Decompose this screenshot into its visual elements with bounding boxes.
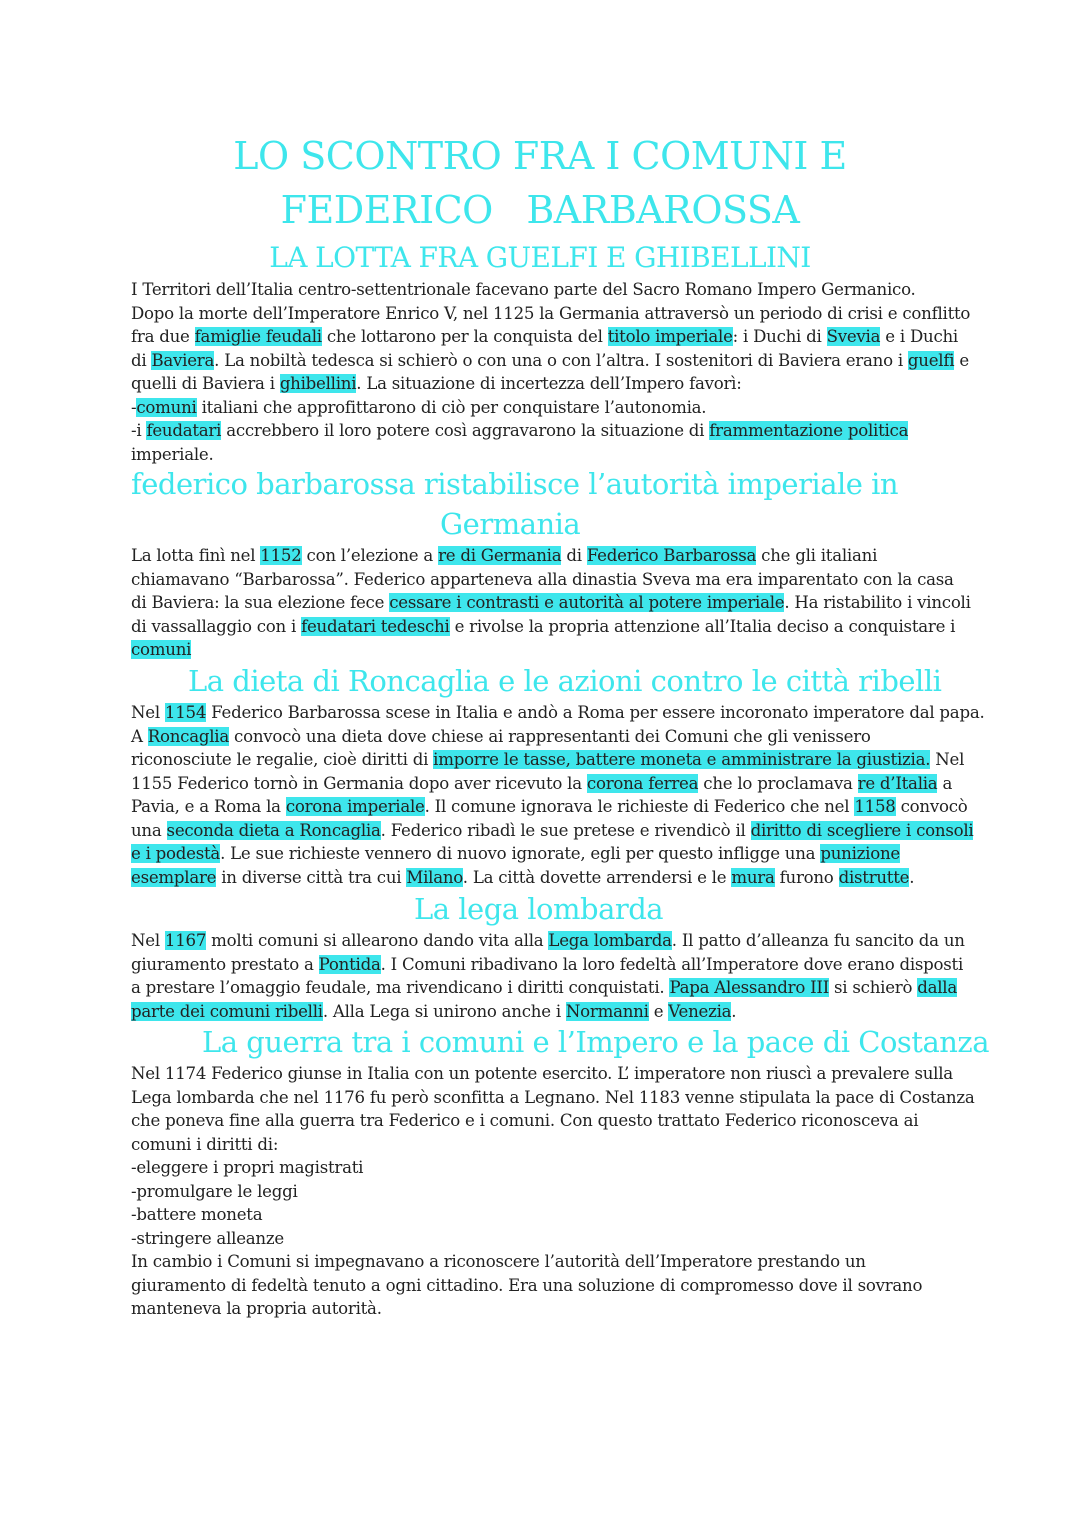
text-line [131, 349, 969, 373]
text-segment: imperiale. [131, 444, 214, 464]
text-line [131, 302, 971, 326]
highlighted-text: diritto di scegliere i consoli [750, 820, 974, 840]
text-segment: giuramento di fedeltà tenuto a ogni cittadino. Era una soluzione di compromesso dove il sovrano [131, 1275, 923, 1295]
text-line [131, 748, 965, 772]
text-segment: riconosciute le regalie, cioè diritti di [131, 750, 434, 769]
text-segment: I Territori dell’Italia centro-settentrionale facevano parte del Sacro Romano Impero Germanico. [131, 280, 916, 299]
text-line [131, 568, 961, 592]
section-heading-barbarossa-line-2: Germania [440, 507, 581, 541]
text-line [131, 1086, 975, 1110]
section-heading-guerra: La guerra tra i comuni e l’Impero e la pace di Costanza [202, 1025, 989, 1059]
highlighted-text: comuni [136, 397, 197, 417]
text-line [131, 1203, 961, 1227]
text-line [131, 772, 961, 796]
section-heading-roncaglia: La dieta di Roncaglia e le azioni contro le città ribelli [188, 664, 942, 698]
lega-paragraph [131, 929, 965, 1023]
highlighted-text: corona imperiale [285, 797, 425, 816]
text-segment: Nel 1174 Federico giunse in Italia con un potente esercito. L’ imperatore non riuscì a prevalere sulla [131, 1064, 953, 1083]
text-segment: si schierò [829, 978, 918, 997]
highlighted-text: imporre le tasse, battere moneta e amministrare la giustizia. [433, 750, 931, 769]
text-line [131, 1180, 961, 1204]
highlighted-text: Normanni [565, 1001, 649, 1021]
highlighted-text: re d’Italia [857, 773, 938, 793]
highlighted-text: 1158 [854, 797, 896, 816]
text-segment: che poneva fine alla guerra tra Federico e i comuni. Con questo trattato Federico riconosceva ai [131, 1111, 919, 1130]
text-line [131, 1000, 961, 1024]
text-line [131, 1297, 961, 1321]
text-segment: Federico Barbarossa scese in Italia e andò a Roma per essere incoronato imperatore dal papa. [206, 703, 985, 722]
text-line [131, 638, 961, 662]
text-line [131, 953, 964, 977]
highlighted-text: Venezia [668, 1001, 732, 1021]
highlighted-text: Milano [406, 867, 463, 887]
text-segment: a prestare l’omaggio feudale, ma rivendicano i diritti conquistati. [131, 978, 670, 997]
text-segment: e rivolse la propria attenzione all’Italia deciso a conquistare i [449, 616, 956, 636]
title-line-1: LO SCONTRO FRA I COMUNI E [233, 134, 847, 178]
text-segment: con l’elezione a [301, 546, 439, 565]
highlighted-text: punizione [820, 844, 900, 863]
text-segment: di Baviera: la sua elezione fece [131, 593, 390, 612]
text-segment: . Le sue richieste vennero di nuovo ignorate, egli per questo infligge una [220, 844, 821, 863]
text-segment: furono [774, 867, 839, 887]
text-segment: giuramento prestato a [131, 954, 319, 974]
text-segment: . Il comune ignorava le richieste di Federico che nel [424, 797, 855, 816]
highlighted-text: Federico Barbarossa [586, 546, 757, 565]
highlighted-text: mura [731, 867, 775, 887]
text-segment: . La città dovette arrendersi e le [462, 867, 732, 887]
text-segment: . Ha ristabilito i vincoli [784, 593, 971, 612]
text-segment: che lo proclamava [698, 773, 858, 793]
text-segment: Nel [131, 703, 165, 722]
highlighted-text: parte dei comuni ribelli [131, 1001, 323, 1021]
text-line [131, 419, 961, 443]
text-segment: . [909, 867, 915, 887]
text-segment: Nel [930, 750, 965, 769]
text-segment: Nel [131, 931, 165, 950]
text-line [131, 278, 961, 302]
highlighted-text: frammentazione politica [709, 421, 909, 440]
text-segment: convocò una dieta dove chiese ai rappresentanti dei Comuni che gli venissero [229, 726, 871, 746]
roncaglia-paragraph [131, 701, 985, 889]
text-line [131, 1109, 961, 1133]
text-segment: In cambio i Comuni si impegnavano a riconoscere l’autorità dell’Imperatore prestando un [131, 1252, 866, 1271]
highlighted-text: seconda dieta a Roncaglia [166, 820, 381, 840]
text-segment: chiamavano “Barbarossa”. Federico apparteneva alla dinastia Sveva ma era imparentato con la casa [131, 569, 954, 589]
barbarossa-paragraph [131, 544, 971, 662]
text-segment: 1155 Federico tornò in Germania dopo aver ricevuto la [131, 773, 587, 793]
text-segment: : i Duchi di [732, 327, 827, 346]
highlighted-text: e i podestà [131, 844, 221, 863]
text-segment: di vassallaggio con i [131, 616, 302, 636]
text-line [131, 701, 985, 725]
highlighted-text: ghibellini [279, 374, 357, 393]
subtitle: LA LOTTA FRA GUELFI E GHIBELLINI [269, 241, 811, 274]
highlighted-text: feudatari tedeschi [301, 616, 450, 636]
text-line [131, 866, 961, 890]
text-segment: accrebbero il loro potere così aggravarono la situazione di [221, 421, 710, 440]
text-line [131, 1274, 961, 1298]
text-segment: -i [131, 421, 147, 440]
text-segment: molti comuni si allearono dando vita alla [206, 931, 549, 950]
text-line [131, 591, 971, 615]
text-segment: una [131, 820, 167, 840]
text-line [131, 325, 961, 349]
text-segment: -promulgare le leggi [131, 1181, 298, 1201]
highlighted-text: guelfi [907, 350, 955, 370]
text-segment: e i Duchi [880, 327, 958, 346]
text-segment: e [648, 1001, 669, 1021]
highlighted-text: comuni [131, 640, 192, 659]
highlighted-text: cessare i contrasti e autorità al potere imperiale [389, 593, 785, 612]
highlighted-text: dalla [917, 978, 957, 997]
text-segment: quelli di Baviera i [131, 374, 280, 393]
highlighted-text: re di Germania [438, 546, 562, 565]
text-line [131, 1133, 961, 1157]
text-segment: di [131, 350, 152, 370]
text-line [131, 1227, 961, 1251]
highlighted-text: corona ferrea [586, 773, 699, 793]
text-segment: fra due [131, 327, 195, 346]
text-segment: comuni i diritti di: [131, 1134, 279, 1154]
text-segment: . Federico ribadì le sue pretese e rivendicò il [380, 820, 751, 840]
text-segment: Pavia, e a Roma la [131, 797, 286, 816]
highlighted-text: 1167 [164, 931, 207, 950]
text-segment: di [561, 546, 587, 565]
text-segment: -stringere alleanze [131, 1228, 284, 1248]
intro-paragraph [131, 278, 971, 466]
text-segment: - [131, 397, 137, 417]
text-line [131, 795, 968, 819]
text-line [131, 615, 961, 639]
text-segment: La lotta finì nel [131, 546, 261, 565]
highlighted-text: Svevia [826, 327, 881, 346]
text-segment: italiani che approfittarono di ciò per conquistare l’autonomia. [196, 397, 707, 417]
text-line [131, 725, 961, 749]
text-segment: e [954, 350, 969, 370]
text-segment: . Il patto d’alleanza fu sancito da un [671, 931, 965, 950]
text-line [131, 372, 961, 396]
text-line [131, 819, 974, 843]
highlighted-text: famiglie feudali [194, 327, 322, 346]
text-line [131, 1156, 961, 1180]
text-segment: . Alla Lega si unirono anche i [322, 1001, 566, 1021]
text-line [131, 1062, 961, 1086]
text-line [131, 396, 961, 420]
text-segment: . La nobiltà tedesca si schierò o con una o con l’altra. I sostenitori di Baviera erano i [214, 350, 908, 370]
text-segment: . La situazione di incertezza dell’Impero favorì: [356, 374, 742, 393]
highlighted-text: Papa Alessandro III [669, 978, 830, 997]
title-line-2: FEDERICO BARBAROSSA [280, 188, 800, 232]
text-line [131, 976, 961, 1000]
text-segment: Lega lombarda che nel 1176 fu però sconfitta a Legnano. Nel 1183 venne stipulata la pace di Costanza [131, 1087, 975, 1107]
text-line [131, 929, 965, 953]
highlighted-text: distrutte [838, 867, 910, 887]
highlighted-text: feudatari [146, 421, 222, 440]
highlighted-text: Baviera [151, 350, 215, 370]
text-segment: -battere moneta [131, 1205, 263, 1224]
text-segment: in diverse città tra cui [216, 867, 407, 887]
text-segment: Dopo la morte dell’Imperatore Enrico V, nel 1125 la Germania attraversò un periodo di crisi e conflitto [131, 303, 971, 323]
text-segment: che gli italiani [756, 546, 878, 565]
text-segment: che lottarono per la conquista del [321, 327, 608, 346]
text-segment: manteneva la propria autorità. [131, 1299, 382, 1318]
section-heading-lega: La lega lombarda [414, 892, 664, 926]
text-segment: -eleggere i propri magistrati [131, 1158, 364, 1177]
text-segment: . I Comuni ribadivano la loro fedeltà all’Imperatore dove erano disposti [380, 954, 964, 974]
highlighted-text: esemplare [131, 867, 217, 887]
highlighted-text: Roncaglia [147, 726, 230, 746]
highlighted-text: titolo imperiale [607, 327, 733, 346]
highlighted-text: 1152 [260, 546, 302, 565]
text-segment: a [937, 773, 953, 793]
guerra-paragraph [131, 1062, 975, 1321]
highlighted-text: Lega lombarda [548, 931, 672, 950]
highlighted-text: 1154 [164, 703, 207, 722]
text-segment: A [131, 726, 148, 746]
text-segment: convocò [895, 797, 968, 816]
section-heading-barbarossa-line-1: federico barbarossa ristabilisce l’autorità imperiale in [131, 467, 899, 501]
text-line [131, 443, 961, 467]
text-line [131, 1250, 961, 1274]
text-line [131, 842, 961, 866]
text-line [131, 544, 961, 568]
highlighted-text: Pontida [318, 954, 381, 974]
text-segment: . [731, 1001, 737, 1021]
